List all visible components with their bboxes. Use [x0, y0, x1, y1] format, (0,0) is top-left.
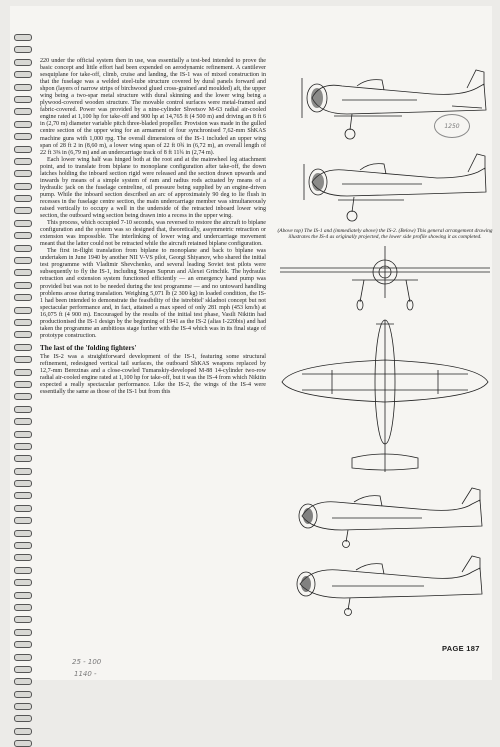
spiral-ring [14, 431, 32, 438]
spiral-ring [14, 703, 32, 710]
spiral-ring [14, 195, 32, 202]
spiral-ring [14, 34, 32, 41]
spiral-ring [14, 46, 32, 53]
magazine-page [10, 6, 492, 680]
spiral-ring [14, 96, 32, 103]
spiral-ring [14, 269, 32, 276]
paragraph-3: This process, which occupied 7-10 seconds, was reversed to restore the aircraft to biplane configuration and the system was so designed that, theoretically, assymmetric retraction or extension was impossible. The interlinking of lower wing and undercarriage movement meant that the latter could not be retracted while the aircraft retained biplane configuration. [40, 220, 266, 248]
spiral-ring [14, 146, 32, 153]
spiral-ring [14, 356, 32, 363]
handwritten-note-1: 25 - 100 [72, 658, 102, 666]
spiral-ring [14, 691, 32, 698]
paragraph-2: Each lower wing half was hinged both at the root and at the mainwheel leg attachment point, and to translate from biplane to monoplane configuration after take-off, the down latches holding the inboard section rigid were released and the section drawn upwards and inwards by means of a simple system of ram and radius rods actuated by means of a hydraulic jack on the fuselage centreline, oil pressure being supplied by an engine-driven pump. While the inboard section described an arc of approximately 90 deg to lie flush in recesses in the fuselage centre section, the main undercarriage member was simultaneously raised vertically to occupy a well in the underside of the retracted inboard lower wing section, the outboard wing section being drawn into a recess in the upper wing. [40, 156, 266, 220]
spiral-ring [14, 406, 32, 413]
spiral-ring [14, 592, 32, 599]
spiral-ring [14, 604, 32, 611]
spiral-ring [14, 455, 32, 462]
spiral-ring [14, 170, 32, 177]
spiral-ring [14, 84, 32, 91]
spiral-ring [14, 567, 32, 574]
spiral-ring [14, 319, 32, 326]
spiral-ring [14, 418, 32, 425]
handwritten-note-2: 1140 - [74, 670, 97, 678]
handwritten-circle-annotation [434, 114, 470, 138]
spiral-ring [14, 629, 32, 636]
spiral-ring [14, 393, 32, 400]
spiral-ring [14, 579, 32, 586]
spiral-ring [14, 728, 32, 735]
spiral-ring [14, 505, 32, 512]
is2-side-profile-drawing [272, 150, 498, 230]
is4-plan-view-drawing [272, 312, 498, 482]
spiral-ring [14, 542, 32, 549]
spiral-ring [14, 492, 32, 499]
spiral-ring [14, 369, 32, 376]
spiral-ring [14, 108, 32, 115]
spiral-ring [14, 257, 32, 264]
spiral-ring [14, 294, 32, 301]
is4-side-profile-projected-drawing [272, 486, 498, 548]
spiral-ring [14, 381, 32, 388]
spiral-ring [14, 666, 32, 673]
is1-side-profile-drawing [272, 68, 498, 148]
spiral-ring [14, 517, 32, 524]
spiral-ring [14, 740, 32, 747]
spiral-ring [14, 245, 32, 252]
spiral-binding [10, 34, 32, 674]
spiral-ring [14, 158, 32, 165]
spiral-ring [14, 183, 32, 190]
spiral-ring [14, 554, 32, 561]
is4-side-profile-completed-drawing [272, 554, 498, 616]
paragraph-4: The first in-flight translation from biplane to monoplane and back to biplane was undertaken in June 1940 by another NII V-VS pilot, Georgi Shiyanov, who shared the initial test programme with Vladimir Shevchenko, and several leading Soviet test pilots were subsequently to fly the IS-1, including Stepan Suprun and Alexei Grinchik. The hydraulic retraction and extension system functioned efficiently — an emergency hand pump was provided but was not to be needed during the test programme — and no untoward handling problems arose during translation. Weighing 5,071 lb (2 300 kg) in loaded condition, the IS-1 had been intended to demonstrate the feasibility of the istrebitel' skladnoi concept but not spectacular performance and, in fact, attained a max speed of only 281 mph (453 km/h) at 16,075 ft (4 900 m). Encouraged by the results of the initial test phase, Vasili Nikitin had productionised the IS-1 design by the beginning of 1941 as the IS-2 (alias I-220bis) and had taken the programme an ambitious stage further with the IS-4 which was in its final stage of prototype construction. [40, 248, 266, 339]
page-number: PAGE 187 [442, 644, 480, 653]
spiral-ring [14, 344, 32, 351]
circle-annotation-text: 1250 [444, 122, 460, 130]
section-heading: The last of the 'folding fighters' [40, 343, 137, 352]
spiral-ring [14, 654, 32, 661]
spiral-ring [14, 616, 32, 623]
paragraph-1: 220 under the official system then in use, was essentially a test-bed intended to prove the basic concept and little effort had been expended on aerodynamic refinement. A cantilever sesquiplane for take-off, climb, cruise and landing, the IS-1 was of mixed construction in that the fuselage was a welded steel-tube structure covered by dural panels forward and shpon (layers of narrow strips of birchwood glued cross-grained and moulded) aft, the upper wing being a two-spar metal structure with dural skinning and the lower wing being a plywood-covered wooden structure. The movable control surfaces were metal-framed and fabric-covered. Power was provided by a nine-cylinder Shvetsov M-63 radial air-cooled engine rated at 1,100 hp for take-off and 900 hp at 14,765 ft (4 500 m) and driving an 8 ft 6 in (2,70 m) diameter variable pitch three-bladed propeller. Provision was made in the gulled centre section of the upper wing for an armament of four synchronised 7,62-mm ShKAS machine guns with 1,000 rpg. The overall dimensions of the IS-1 included an upper wing span of 28 ft 2 in (8,60 m), a lower wing span of 22 ft 0¾ in (6,72 m), an overall length of 22 ft 3⅜ in (6,79 m) and an undercarriage track of 8 ft 11¾ in (2,74 m). [40, 58, 266, 156]
spiral-ring [14, 530, 32, 537]
spiral-ring [14, 443, 32, 450]
spiral-ring [14, 678, 32, 685]
spiral-ring [14, 282, 32, 289]
spiral-ring [14, 121, 32, 128]
spiral-ring [14, 468, 32, 475]
spiral-ring [14, 641, 32, 648]
spiral-ring [14, 232, 32, 239]
spiral-ring [14, 331, 32, 338]
article-text-column [40, 58, 266, 396]
spiral-ring [14, 71, 32, 78]
spiral-ring [14, 133, 32, 140]
spiral-ring [14, 480, 32, 487]
is4-front-view-drawing [272, 246, 498, 316]
spiral-ring [14, 307, 32, 314]
spiral-ring [14, 207, 32, 214]
figure-caption: (Above top) The IS-1 and (immediately above) the IS-2. (Below) This general arrangement drawing illustrates the IS-4 as originally projected, the lower side profile showing it as completed. [277, 228, 493, 241]
spiral-ring [14, 715, 32, 722]
spiral-ring [14, 220, 32, 227]
spiral-ring [14, 59, 32, 66]
section-paragraph: The IS-2 was a straightforward development of the IS-1, featuring some structural refinement, redesigned vertical tail surfaces, the outboard ShKAS weapons replaced by 12,7-mm Berezinas and a close-cowled Tumanskiy-developed M-88 14-cylinder two-row radial air-cooled engine rated at 1,100 hp for take-off, but it was the IS-4 from which Nikitin expected a really spectacular performance. Like the IS-2, the wings of the IS-4 were essentially the same as those of the IS-1 but from this [40, 353, 266, 396]
